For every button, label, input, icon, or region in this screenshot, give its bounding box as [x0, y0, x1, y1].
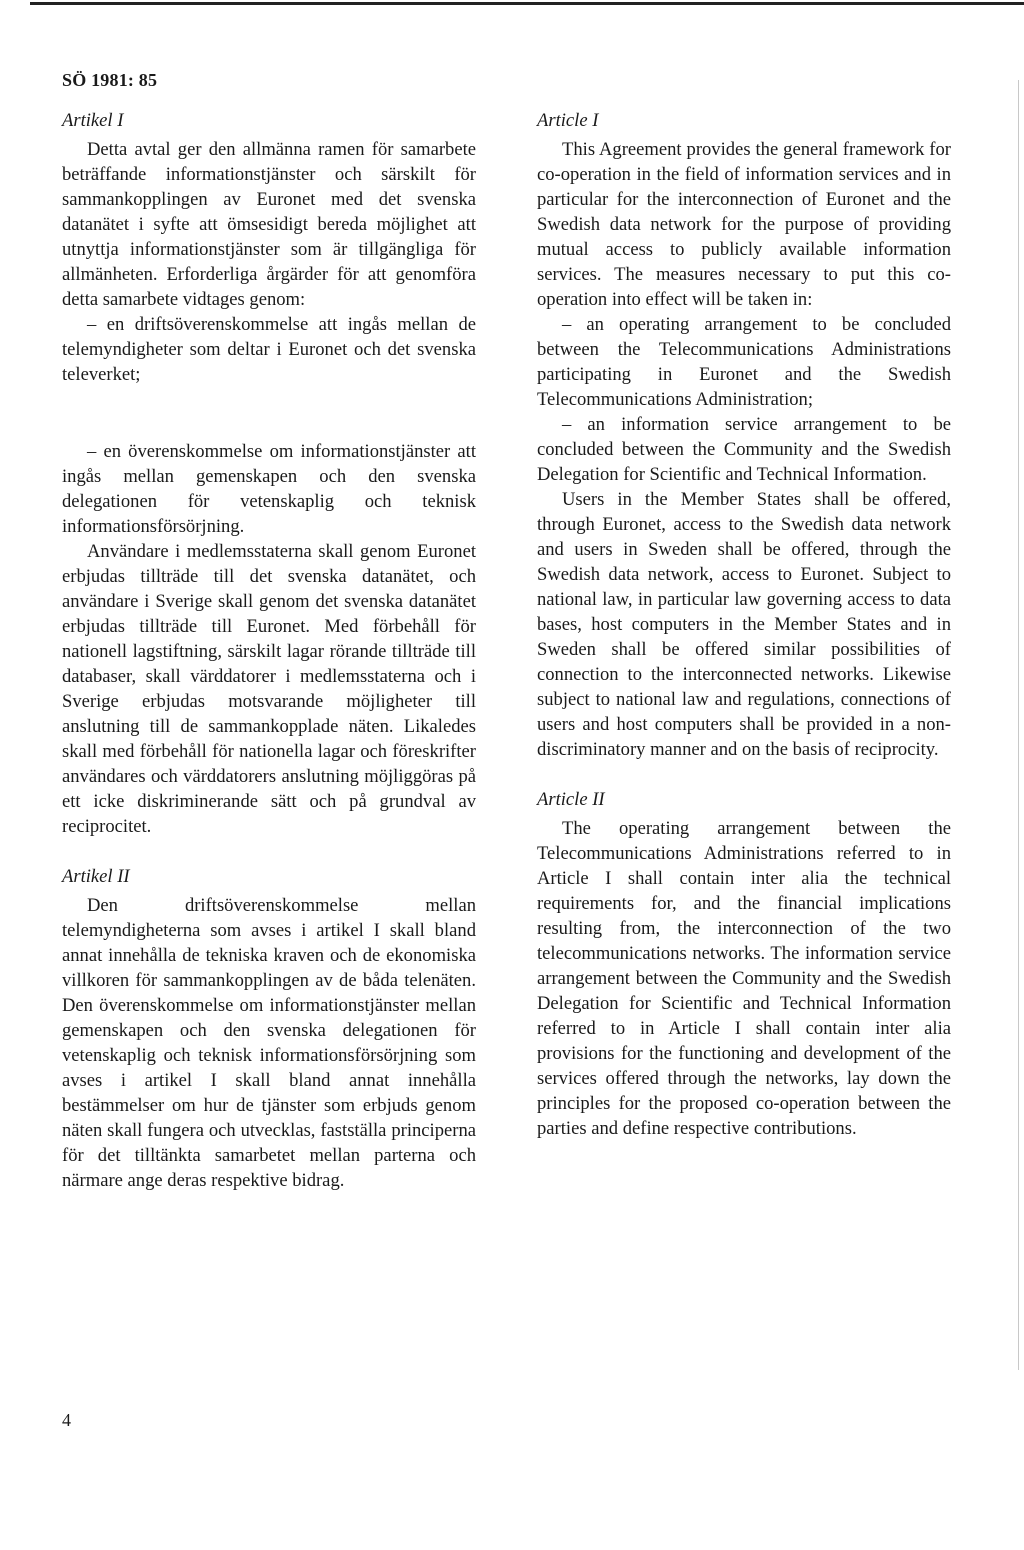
- english-column: [537, 108, 951, 1141]
- artikel-1-para-2: – en driftsöverenskommelse att ingås mellan de telemyndigheter som deltar i Euronet och det svenska televerket;: [62, 314, 476, 385]
- article-1-para-1: This Agreement provides the general framework for co-operation in the field of information services and in particular for the interconnection of Euronet and the Swedish data network for the purpose of providing mutual access to publicly available information services. The measures necessary to put this co-operation into effect will be taken in:: [537, 139, 951, 310]
- edge-rule: [1018, 80, 1019, 1370]
- article-2-heading: Article II: [537, 789, 605, 810]
- artikel-1-heading: Artikel I: [62, 110, 124, 131]
- article-1-para-2: – an operating arrangement to be concluded between the Telecommunications Administrations participating in Euronet and the Swedish Telecommunications Administration;: [537, 314, 951, 410]
- artikel-1-para-1: Detta avtal ger den allmänna ramen för samarbete beträffande informationstjänster och särskilt för sammankopplingen av Euronet med det svenska datanätet i syfte att ömsesidigt bereda möjlighet att utnyttja informationstjänster som är tillgängliga för allmänheten. Erforderliga årgärder för att genomföra detta samarbete vidtages genom:: [62, 139, 476, 310]
- artikel-2-para-1: Den driftsöverenskommelse mellan telemyndigheterna som avses i artikel I skall bland annat innehålla de tekniska kraven och de ekonomiska villkoren för sammankopplingen av de båda telenäten. Den överenskommelse om informationstjänster mellan gemenskapen och den svenska delegationen för vetenskaplig och teknisk informationsförsörjning som avses i artikel I skall bland annat innehålla bestämmelser om hur de tjänster som erbjuds genom näten skall fungera och utvecklas, fastställa principerna för det tilltänkta samarbetet mellan parterna och närmare ange deras respektive bidrag.: [62, 895, 476, 1191]
- artikel-2-heading: Artikel II: [62, 866, 130, 887]
- article-1-para-4: Users in the Member States shall be offered, through Euronet, access to the Swedish data network and users in Sweden shall be offered, through the Swedish data network, access to Euronet. Subject to national law, in particular law governing access to data bases, host computers in the Member States and in Sweden shall be offered similar possibilities of connection to the interconnected networks. Likewise subject to national law and regulations, connections of users and host computers shall be provided in a non-discriminatory manner and on the basis of reciprocity.: [537, 489, 951, 760]
- artikel-1-para-4: Användare i medlemsstaterna skall genom Euronet erbjudas tillträde till det svenska datanätet, och användare i Sverige skall genom det svenska datanätet erbjudas tillträde till Euronet. Med förbehåll för nationell lagstiftning, särskilt lagar rörande tillträde till databaser, skall värddatorer i medlemsstaterna och i Sverige erbjudas motsvarande möjligheter till anslutning till de sammankopplade näten. Likaledes skall med förbehåll för nationella lagar och föreskrifter användares och värddatorers anslutning möjliggöras på ett icke diskriminerande sätt och på grundval av reciprocitet.: [62, 541, 476, 837]
- article-1-heading: Article I: [537, 110, 599, 131]
- artikel-1-para-3: – en överenskommelse om informationstjänster att ingås mellan gemenskapen och den svenska delegationen för vetenskaplig och teknisk informationsförsörjning.: [62, 441, 476, 537]
- swedish-column: [62, 108, 476, 1193]
- running-head: SÖ 1981: 85: [62, 70, 158, 90]
- page-number: 4: [62, 1410, 71, 1430]
- article-2-para-1: The operating arrangement between the Telecommunications Administrations referred to in Article I shall contain inter alia the technical requirements for, and the financial implications resulting from, the interconnection of the two telecommunications networks. The information service arrangement between the Community and the Swedish Delegation for Scientific and Technical Information referred to in Article I shall contain inter alia provisions for the functioning and development of the services offered through the networks, lay down the principles for the proposed co-operation between the parties and define respective contributions.: [537, 818, 951, 1139]
- top-rule: [30, 2, 1024, 5]
- article-1-para-3: – an information service arrangement to be concluded between the Community and the Swedish Delegation for Scientific and Technical Information.: [537, 414, 951, 485]
